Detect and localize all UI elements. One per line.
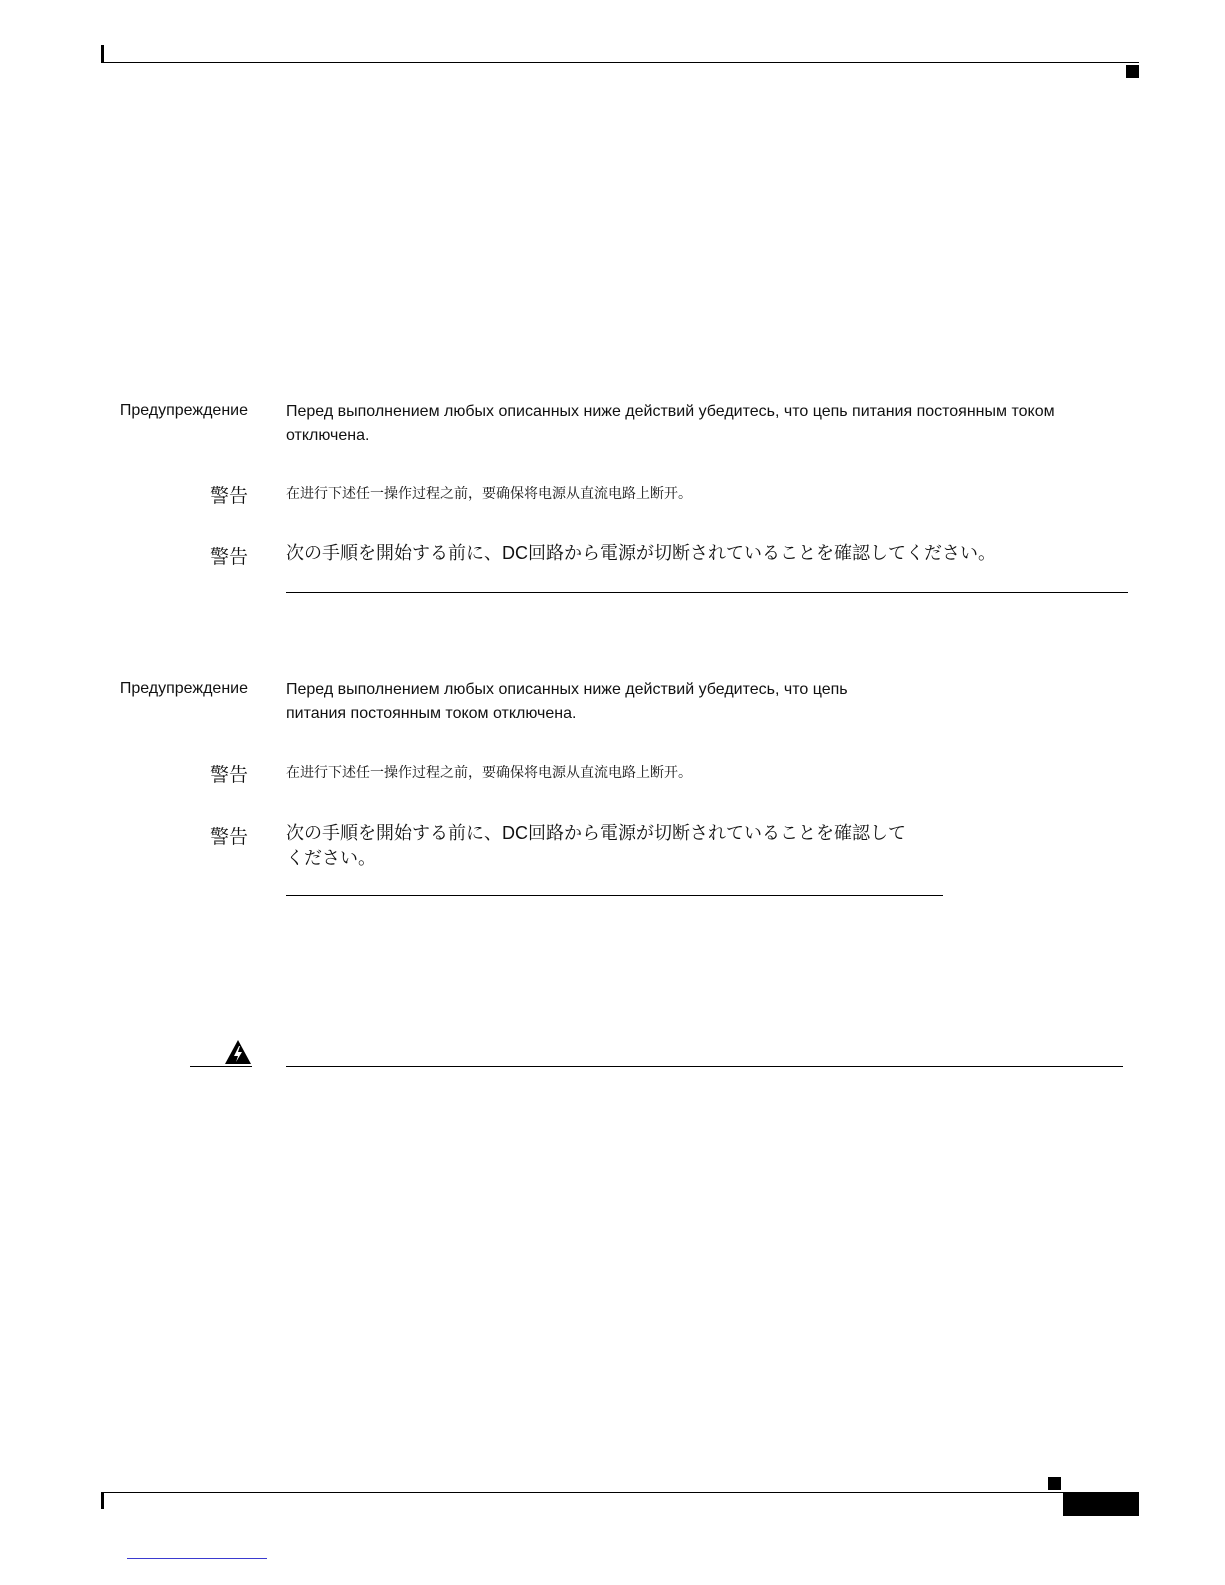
warning-text-ru-2-line2: питания постоянным током отключена.	[286, 705, 577, 722]
footer-marker-square	[1048, 1477, 1061, 1490]
warning-text-zh: 在进行下述任一操作过程之前，要确保将电源从直流电路上断开。	[286, 485, 692, 501]
warning-block-rule	[286, 1066, 1123, 1067]
warning-label-ru-2: Предупреждение	[119, 680, 248, 697]
footer-link-underline[interactable]	[127, 1558, 267, 1559]
header-left-tick	[101, 45, 104, 63]
section1-end-rule	[286, 592, 1128, 593]
header-marker-square	[1126, 65, 1139, 78]
section2-end-rule	[286, 895, 943, 896]
icon-underline-rule	[190, 1066, 252, 1067]
warning-label-ru: Предупреждение	[119, 402, 248, 419]
warning-label-zh-2: 警告	[209, 765, 248, 786]
warning-label-ja-2: 警告	[209, 827, 248, 848]
footer-rule	[101, 1492, 1139, 1493]
warning-text-ja-2-line1: 次の手順を開始する前に、DC回路から電源が切断されていることを確認して	[286, 823, 906, 843]
warning-label-zh: 警告	[209, 486, 248, 507]
header-rule	[101, 62, 1139, 63]
warning-label-ja: 警告	[209, 547, 248, 568]
warning-text-ru-2-line1: Перед выполнением любых описанных ниже действий убедитесь, что цепь	[286, 681, 848, 698]
warning-text-ru: Перед выполнением любых описанных ниже действий убедитесь, что цепь питания постоянным током отключена.	[286, 403, 1055, 444]
warning-text-zh-2: 在进行下述任一操作过程之前，要确保将电源从直流电路上断开。	[286, 764, 692, 780]
warning-triangle-icon	[224, 1038, 252, 1066]
warning-text-ja: 次の手順を開始する前に、DC回路から電源が切断されていることを確認してください。	[286, 543, 996, 563]
footer-left-tick	[101, 1493, 104, 1509]
warning-text-ja-2-line2: ください。	[286, 848, 376, 868]
footer-page-tab	[1063, 1493, 1139, 1516]
